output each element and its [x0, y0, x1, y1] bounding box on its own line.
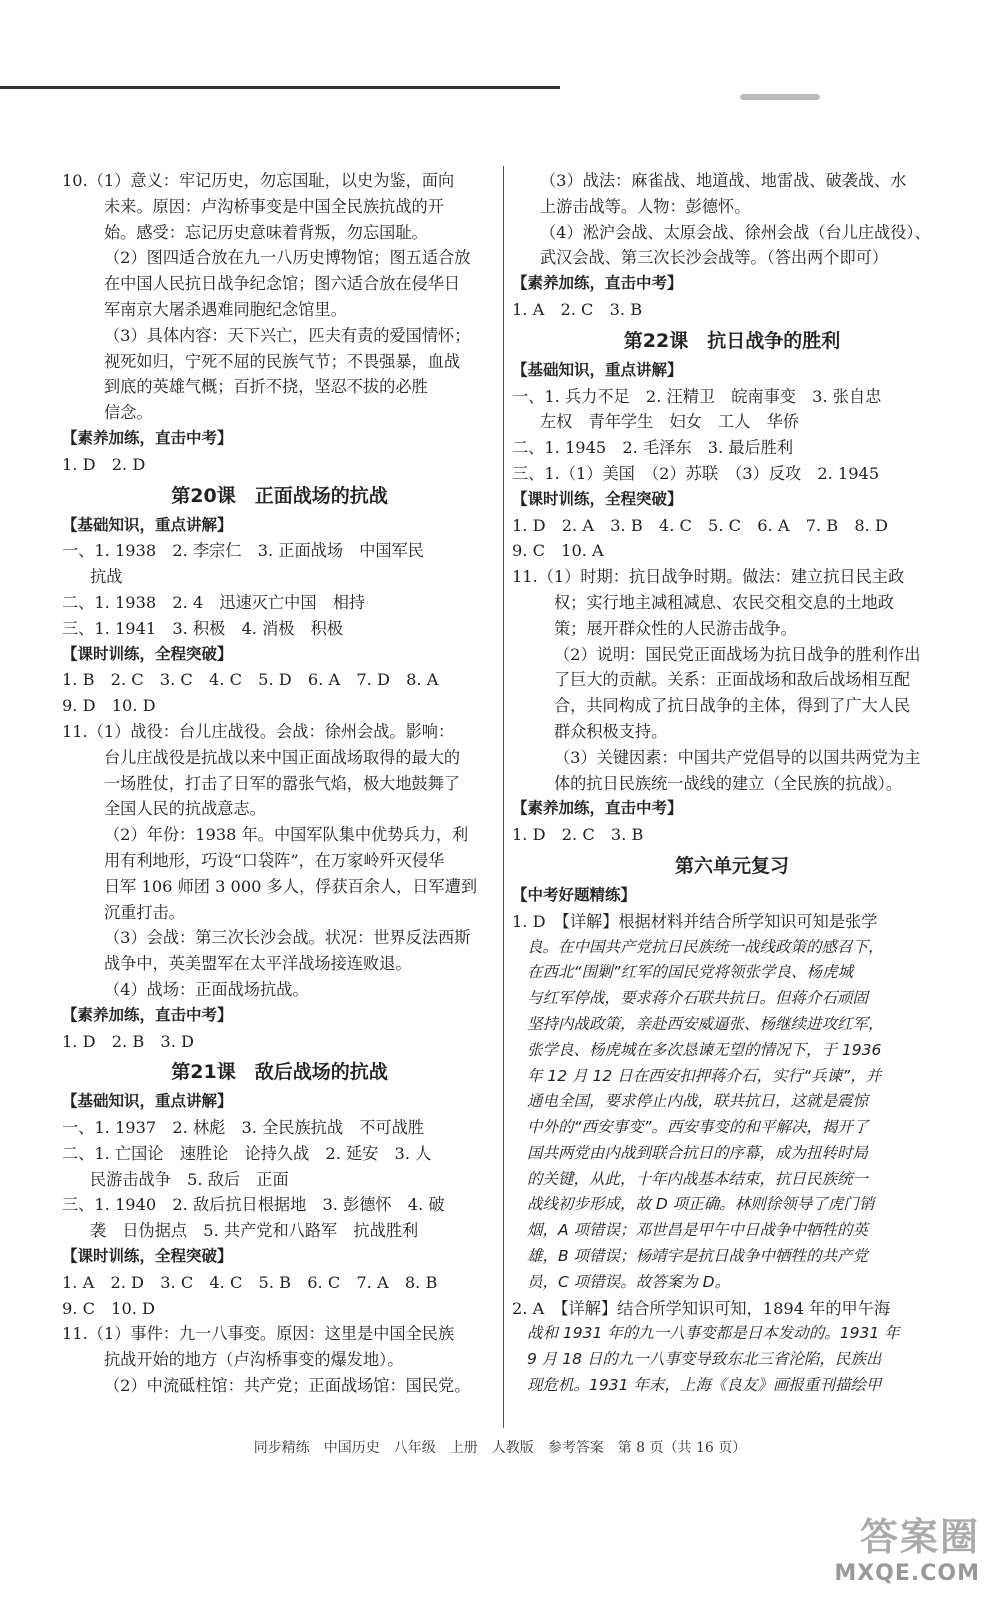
- answer-line: 抗战: [90, 567, 123, 587]
- answer-line: 信念。: [104, 403, 153, 423]
- answer-line: 左权 青年学生 妇女 工人 华侨: [540, 412, 799, 432]
- answer-line: 1. B 2. C 3. C 4. C 5. D 6. A 7. D 8. A: [62, 670, 439, 690]
- section-header: 【素养加练，直击中考】: [62, 428, 233, 447]
- answer-line: （2）年份：1938 年。中国军队集中优势兵力，利: [104, 825, 469, 845]
- answer-line: 年 12 月 12 日在西安扣押蒋介石，实行“兵谏”，并: [527, 1066, 882, 1085]
- answer-line: 日军 106 师团 3 000 多人，俘获百余人，日军遭到: [104, 876, 478, 896]
- answer-line: （2）图四适合放在九一八历史博物馆；图五适合放: [104, 248, 471, 268]
- answer-line: （2）说明：国民党正面战场为抗日战争的胜利作出: [554, 644, 921, 664]
- answer-line: （3）具体内容：天下兴亡，匹夫有责的爱国情怀；: [104, 325, 471, 345]
- section-header: 【基础知识，重点讲解】: [512, 360, 683, 379]
- column-divider: [503, 166, 504, 1428]
- page-footer: 同步精练 中国历史 八年级 上册 人教版 参考答案 第 8 页（共 16 页）: [253, 1440, 747, 1456]
- answer-line: 二、1. 1945 2. 毛泽东 3. 最后胜利: [512, 438, 794, 458]
- answer-line: 9 月 18 日的九一八事变导致东北三省沦陷，民族出: [527, 1350, 882, 1369]
- answer-line: 未来。原因：卢沟桥事变是中国全民族抗战的开: [104, 196, 444, 216]
- section-header: 【课时训练，全程突破】: [62, 644, 233, 663]
- answer-line: 1. A 2. D 3. C 4. C 5. B 6. C 7. A 8. B: [62, 1272, 438, 1292]
- section-header: 【基础知识，重点讲解】: [62, 515, 233, 534]
- answer-line: 权；实行地主减租减息、农民交租交息的土地政: [554, 592, 894, 612]
- answer-line: 策；展开群众性的人民游击战争。: [554, 618, 797, 638]
- answer-line: 在中国人民抗日战争纪念馆；图六适合放在侵华日: [104, 274, 461, 294]
- answer-line: 全国人民的抗战意志。: [104, 799, 266, 819]
- answer-line: 了巨大的贡献。关系：正面战场和敌后战场相互配: [554, 670, 911, 690]
- answer-line: 袭 日伪据点 5. 共产党和八路军 抗战胜利: [90, 1221, 419, 1241]
- section-header: 【课时训练，全程突破】: [512, 489, 683, 508]
- watermark-url: MXQE.COM: [834, 1561, 980, 1586]
- top-rule-smudge: [740, 94, 820, 100]
- answer-line: 1. D 2. D: [62, 454, 146, 474]
- watermark: [834, 1506, 980, 1586]
- answer-line: 的关键，从此，十年内战基本结束，抗日民族统一: [527, 1169, 869, 1188]
- answer-line: 坚持内战政策，亲赴西安威逼张、杨继续进攻红军，: [527, 1014, 884, 1033]
- answer-line: 国共两党由内战到联合抗日的序幕，成为扭转时局: [527, 1143, 869, 1162]
- answer-line: 9. D 10. D: [62, 696, 156, 716]
- answer-line: 9. C 10. A: [512, 541, 604, 561]
- section-header: 【素养加练，直击中考】: [512, 274, 683, 293]
- answer-line: 战和 1931 年的九一八事变都是日本发动的。1931 年: [527, 1324, 900, 1343]
- answer-line: 雄，B 项错误；杨靖宇是抗日战争中牺牲的共产党: [527, 1247, 869, 1266]
- section-header: 【基础知识，重点讲解】: [62, 1092, 233, 1111]
- answer-line: （4）战场：正面战场抗战。: [104, 979, 309, 999]
- answer-line: （3）关键因素：中国共产党倡导的以国共两党为主: [554, 747, 921, 767]
- answer-line: 1. A 2. C 3. B: [512, 299, 643, 319]
- answer-line: 一、1. 1938 2. 李宗仁 3. 正面战场 中国军民: [62, 541, 424, 561]
- answer-line: （3）战法：麻雀战、地道战、地雷战、破袭战、水: [540, 171, 907, 190]
- answer-line: 沉重打击。: [104, 902, 185, 922]
- answer-line: 11.（1）时期：抗日战争时期。做法：建立抗日民主政: [512, 567, 905, 587]
- answer-line: 烟，A 项错误；邓世昌是甲午中日战争中牺牲的英: [527, 1221, 869, 1240]
- lesson-title: 第20课 正面战场的抗战: [171, 484, 388, 507]
- answer-line: 1. D 【详解】根据材料并结合所学知识可知是张学: [512, 911, 878, 931]
- answer-line: 一、1. 兵力不足 2. 汪精卫 皖南事变 3. 张自忠: [512, 386, 882, 406]
- answer-line: 上游击战等。人物：彭德怀。: [540, 196, 751, 216]
- answer-line: （2）中流砥柱馆：共产党；正面战场馆：国民党。: [104, 1376, 471, 1396]
- section-header: 【课时训练，全程突破】: [62, 1247, 233, 1266]
- section-header: 【素养加练，直击中考】: [62, 1005, 233, 1024]
- answer-line: 10.（1）意义：牢记历史，勿忘国耻，以史为鉴，面向: [62, 171, 455, 190]
- answer-line: 通电全国，要求停止内战，联共抗日，这就是震惊: [527, 1092, 869, 1111]
- section-header: 【素养加练，直击中考】: [512, 799, 683, 818]
- answer-line: 合，共同构成了抗日战争的主体，得到了广大人民: [554, 696, 911, 716]
- answer-line: 9. C 10. D: [62, 1298, 156, 1318]
- answer-line: 1. D 2. B 3. D: [62, 1031, 194, 1051]
- answer-line: 用有利地形，巧设“口袋阵”，在万家岭歼灭侵华: [104, 850, 445, 870]
- answer-line: 三、1. 1941 3. 积极 4. 消极 积极: [62, 618, 344, 638]
- answer-line: 11.（1）战役：台儿庄战役。会战：徐州会战。影响：: [62, 721, 455, 741]
- answer-line: 抗战开始的地方（卢沟桥事变的爆发地）。: [104, 1350, 404, 1370]
- answer-line: 体的抗日民族统一战线的建立（全民族的抗战）。: [554, 773, 903, 793]
- answer-line: （4）淞沪会战、太原会战、徐州会战（台儿庄战役）、: [540, 222, 931, 242]
- answer-line: 视死如归，宁死不屈的民族气节；不畏强暴，血战: [104, 351, 461, 371]
- answer-line: 群众积极支持。: [554, 721, 668, 741]
- answer-line: 到底的英雄气概；百折不挠，坚忍不拔的必胜: [104, 377, 428, 397]
- answer-line: 1. D 2. C 3. B: [512, 825, 644, 845]
- answer-line: 良。在中国共产党抗日民族统一战线政策的感召下，: [527, 937, 884, 956]
- lesson-title: 第六单元复习: [674, 854, 789, 877]
- section-header: 【中考好题精练】: [512, 885, 637, 904]
- answer-line: 张学良、杨虎城在多次恳谏无望的情况下，于 1936: [527, 1040, 882, 1059]
- answer-line: 军南京大屠杀遇难同胞纪念馆里。: [104, 299, 347, 319]
- lesson-title: 第21课 敌后战场的抗战: [171, 1061, 388, 1084]
- answer-line: 三、1. 1940 2. 敌后抗日根据地 3. 彭德怀 4. 破: [62, 1195, 445, 1215]
- answer-line: 始。感受：忘记历史意味着背叛，勿忘国耻。: [104, 222, 428, 242]
- top-rule: [0, 86, 560, 89]
- answer-line: 1. D 2. A 3. B 4. C 5. C 6. A 7. B 8. D: [512, 515, 888, 535]
- watermark-logo: 答案圈: [859, 1515, 980, 1559]
- answer-line: （3）会战：第三次长沙会战。状况：世界反法西斯: [104, 928, 471, 948]
- answer-line: 中外的“西安事变”。西安事变的和平解决，揭开了: [527, 1118, 869, 1137]
- answer-line: 现危机。1931 年末，上海《良友》画报重刊描绘甲: [527, 1376, 882, 1395]
- answer-line: 战争中，英美盟军在太平洋战场接连败退。: [104, 954, 412, 974]
- answer-line: 民游击战争 5. 敌后 正面: [90, 1169, 289, 1189]
- lesson-title: 第22课 抗日战争的胜利: [623, 329, 841, 352]
- answer-line: 武汉会战、第三次长沙会战等。（答出两个即可）: [540, 248, 889, 268]
- answer-line: 11.（1）事件：九一八事变。原因：这里是中国全民族: [62, 1324, 455, 1344]
- left-column: [62, 168, 497, 1399]
- answer-line: 战线初步形成，故 D 项正确。林则徐领导了虎门销: [527, 1195, 875, 1214]
- answer-line: 台儿庄战役是抗战以来中国正面战场取得的最大的: [104, 747, 461, 767]
- answer-line: 员，C 项错误。故答案为 D。: [527, 1272, 731, 1291]
- answer-line: 一、1. 1937 2. 林彪 3. 全民族抗战 不可战胜: [62, 1118, 424, 1138]
- answer-line: 一场胜仗，打击了日军的嚣张气焰，极大地鼓舞了: [104, 773, 461, 793]
- answer-line: 二、1. 1938 2. 4 迅速灭亡中国 相持: [62, 592, 366, 612]
- right-column: [512, 168, 952, 1399]
- answer-line: 三、1.（1）美国 （2）苏联 （3）反攻 2. 1945: [512, 463, 880, 483]
- answer-line: 2. A 【详解】结合所学知识可知，1894 年的甲午海: [512, 1298, 891, 1318]
- answer-line: 二、1. 亡国论 速胜论 论持久战 2. 延安 3. 人: [62, 1143, 432, 1163]
- answer-line: 与红军停战，要求蒋介石联共抗日。但蒋介石顽固: [527, 989, 869, 1008]
- answer-line: 在西北“围剿”红军的国民党将领张学良、杨虎城: [527, 963, 854, 982]
